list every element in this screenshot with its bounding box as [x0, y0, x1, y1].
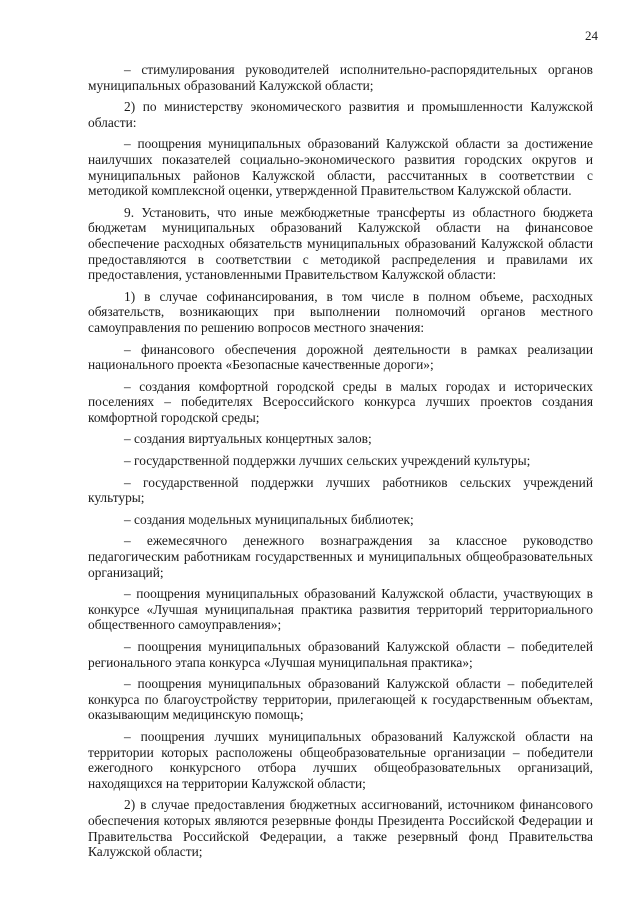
paragraph: – поощрения лучших муниципальных образований Калужской области на территории которых расположены общеобразовательные организации – победители ежегодного конкурсного отбора лучших общеобразовательных организаций, находящихся на территории Калужской области; [88, 728, 593, 791]
paragraph: – государственной поддержки лучших работников сельских учреждений культуры; [88, 474, 593, 506]
paragraph: – финансового обеспечения дорожной деятельности в рамках реализации национального проекта «Безопасные качественные дороги»; [88, 341, 593, 373]
paragraph: – поощрения муниципальных образований Калужской области – победителей регионального этапа конкурса «Лучшая муниципальная практика»; [88, 639, 593, 670]
paragraph: 2) в случае предоставления бюджетных ассигнований, источником финансового обеспечения которых являются резервные фонды Президента Российской Федерации и Правительства Российской Федерации, а также резервный фонд Правительства Калужской области; [88, 797, 593, 860]
paragraph: – ежемесячного денежного вознаграждения за классное руководство педагогическим работникам государственных и муниципальных общеобразовательных организаций; [88, 533, 593, 580]
paragraph: – поощрения муниципальных образований Калужской области, участвующих в конкурсе «Лучшая муниципальная практика развития территорий территориального общественного самоуправления»; [88, 586, 593, 633]
paragraph: – поощрения муниципальных образований Калужской области за достижение наилучших показателей социально-экономического развития городских округов и муниципальных районов Калужской области, рассчитанных в соответствии с методикой комплексной оценки, утвержденной Правительством Калужской области. [88, 136, 593, 199]
paragraph: – государственной поддержки лучших сельских учреждений культуры; [124, 453, 531, 469]
paragraph: 9. Установить, что иные межбюджетные трансферты из областного бюджета бюджетам муниципальных образований Калужской области на финансовое обеспечение расходных обязательств муниципальных образований Калужской области предоставляются в соответствии с методикой распределения и правилами их предоставления, установленными Правительством Калужской области: [88, 204, 593, 283]
paragraph: – поощрения муниципальных образований Калужской области – победителей конкурса по благоустройству территории, прилегающей к государственным объектам, оказывающим медицинскую помощь; [88, 676, 593, 723]
paragraph: 2) по министерству экономического развития и промышленности Калужской области: [88, 99, 593, 130]
page-number: 24 [585, 28, 598, 43]
paragraph: – стимулирования руководителей исполнительно-распорядительных органов муниципальных образований Калужской области; [88, 62, 593, 93]
paragraph: 1) в случае софинансирования, в том числе в полном объеме, расходных обязательств, возникающих при выполнении полномочий органов местного самоуправления по решению вопросов местного значения: [88, 288, 593, 335]
paragraph: – создания виртуальных концертных залов; [124, 431, 372, 447]
document-body [88, 62, 593, 866]
paragraph: – создания комфортной городской среды в малых городах и исторических поселениях – победителях Всероссийского конкурса лучших проектов создания комфортной городской среды; [88, 378, 593, 425]
paragraph: – создания модельных муниципальных библиотек; [124, 511, 414, 527]
